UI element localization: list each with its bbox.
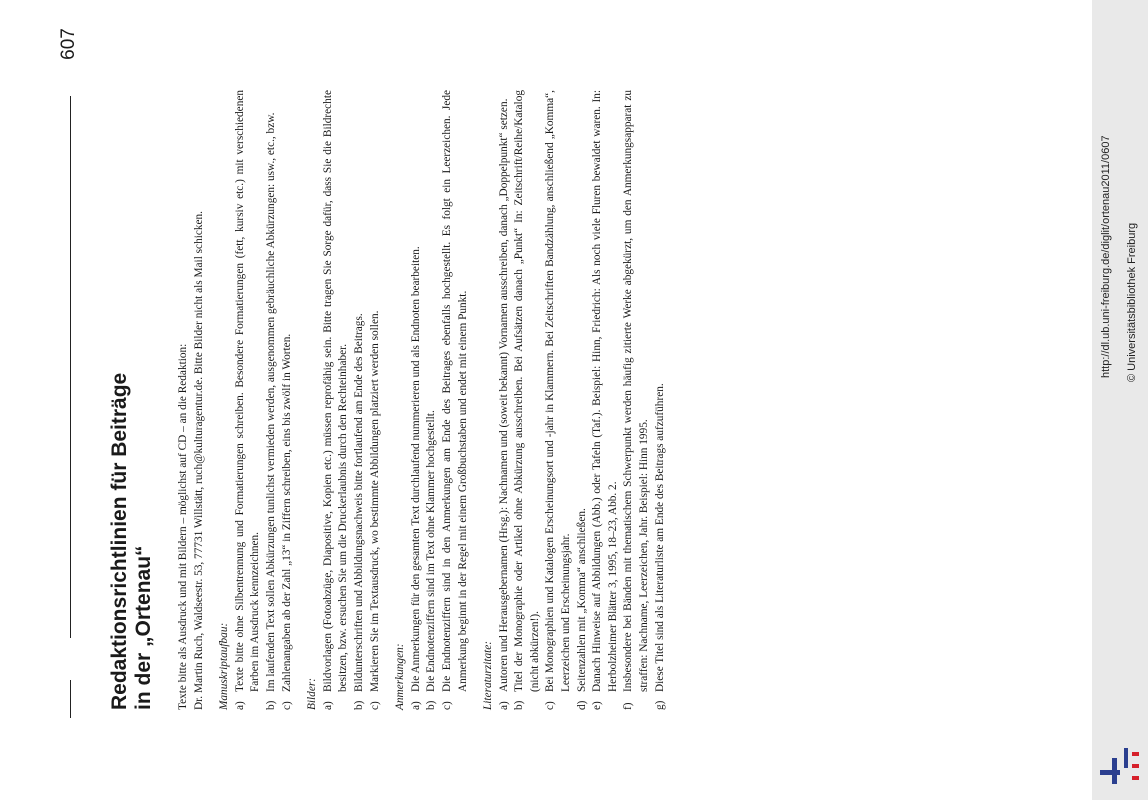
header-rule-right bbox=[70, 96, 71, 638]
document-page bbox=[58, 0, 1088, 800]
list-item: b) Im laufenden Text sollen Abkürzungen tunlichst vermieden werden, ausgenommen gebräuchliche Abkürzungen: usw., etc., bzw. bbox=[264, 112, 277, 710]
source-url-link[interactable]: http://dl.ub.uni-freiburg.de/diglit/ortenau2011/0607 bbox=[1100, 135, 1112, 378]
list-item: g) Diese Titel sind als Literaturliste am Ende des Beitrags aufzuführen. bbox=[653, 383, 666, 710]
document-body bbox=[176, 90, 668, 710]
list-item: a) Bildvorlagen (Fotoabzüge, Diapositive, Kopien etc.) müssen reprofähig sein. Bitte tragen Sie Sorge dafür, dass Sie die Bildrechte besitzen, bzw. ersuchen Sie um die Druckerlaubnis durch den Rechteinhaber. bbox=[321, 90, 350, 710]
logo-bar-red-2 bbox=[1132, 764, 1139, 768]
section-heading-manuskriptaufbau: Manuskriptaufbau: bbox=[218, 622, 231, 710]
page-number: 607 bbox=[58, 28, 79, 60]
list-item: b) Bildunterschriften und Abbildungsnachweis bitte fortlaufend am Ende des Beitrags. bbox=[352, 313, 365, 710]
list-item: a) Autoren und Herausgebernamen (Hrsg.): Nachnamen und (soweit bekannt) Vornamen ausschreiben, danach „Doppelpunkt“ setzen. bbox=[497, 98, 510, 710]
list-item: c) Bei Monographien und Katalogen Erscheinungsort und -jahr in Klammern. Bei Zeitschriften Bandzählung, anschließend „Komma“, Leerzeichen und Erscheinungsjahr. bbox=[544, 90, 573, 710]
section-heading-bilder: Bilder: bbox=[306, 678, 319, 710]
literaturzitate-list bbox=[497, 90, 669, 710]
list-item: f) Insbesondere bei Bänden mit thematischem Schwerpunkt werden häufig zitierte Werke abgekürzt, um den Anmerkungsapparat zu straffen: Nachname, Leerzeichen, Jahr. Beispiel: Hinn 1995. bbox=[622, 90, 651, 710]
list-item: c) Markieren Sie im Textausdruck, wo bestimmte Abbildungen platziert werden sollen. bbox=[368, 310, 381, 710]
copyright-notice: © Universitätsbibliothek Freiburg bbox=[1126, 222, 1138, 382]
list-item: c) Zahlenangaben ab der Zahl „13“ in Ziffern schreiben, eins bis zwölf in Worten. bbox=[280, 333, 293, 710]
viewer-sidebar bbox=[1092, 0, 1148, 800]
list-item: d) Seitenzahlen mit „Komma“ anschließen. bbox=[575, 508, 588, 710]
anmerkungen-list bbox=[409, 90, 471, 710]
logo-bar-blue-3 bbox=[1124, 748, 1128, 768]
list-item: b) Titel der Monographie oder Artikel ohne Abkürzung ausschreiben. Bei Aufsätzen danach „Punkt“ In: Zeitschrift/Reihe/Katalog (nicht abkürzen!). bbox=[513, 90, 541, 710]
page-title bbox=[108, 90, 156, 710]
section-heading-anmerkungen: Anmerkungen: bbox=[394, 643, 407, 710]
list-item: a) Texte bitte ohne Silbentrennung und Formatierungen schreiben. Besondere Formatierungen (fett, kursiv etc.) mit verschiedenen Farben im Ausdruck kennzeichnen. bbox=[233, 90, 262, 710]
logo-bar-blue-2 bbox=[1112, 758, 1117, 784]
list-item: c) Die Endnotenziffern sind in den Anmerkungen am Ende des Beitrages ebenfalls hochgestellt. Es folgt ein Leerzeichen. Jede Anmerkung beginnt in der Regel mit einem Großbuchstaben und endet mit einem Punkt. bbox=[440, 90, 469, 710]
list-item: e) Danach Hinweise auf Abbildungen (Abb.) oder Tafeln (Taf.). Beispiel: Hinn, Friedrich: Als noch viele Fluren bewaldet waren. In: Herbolzheimer Blätter 3, 1995, 18–23, Abb. 2. bbox=[591, 90, 619, 710]
list-item: b) Die Endnotenziffern sind im Text ohne Klammer hochgestellt. bbox=[425, 410, 438, 710]
title-line-1: Redaktionsrichtlinien für Beiträge bbox=[108, 372, 131, 710]
intro-paragraph-2: Dr. Martin Ruch, Waldseestr. 53, 77731 Willstätt, ruch@kulturagentur.de. Bitte Bilder nicht als Mail schicken. bbox=[192, 210, 205, 710]
ub-freiburg-logo-icon bbox=[1098, 742, 1142, 786]
header-rule-left bbox=[70, 680, 71, 718]
intro-paragraph-1: Texte bitte als Ausdruck und mit Bildern – möglichst auf CD – an die Redaktion: bbox=[177, 343, 189, 710]
bilder-list bbox=[321, 90, 383, 710]
section-heading-literaturzitate: Literaturzitate: bbox=[482, 640, 495, 710]
list-item: a) Die Anmerkungen für den gesamten Text durchlaufend nummerieren und als Endnoten bearbeiten. bbox=[409, 246, 422, 710]
title-line-2: in der „Ortenau“ bbox=[132, 545, 155, 710]
manuskriptaufbau-list bbox=[233, 90, 295, 710]
logo-bar-red-1 bbox=[1132, 752, 1139, 756]
logo-bar-red-3 bbox=[1132, 776, 1139, 780]
